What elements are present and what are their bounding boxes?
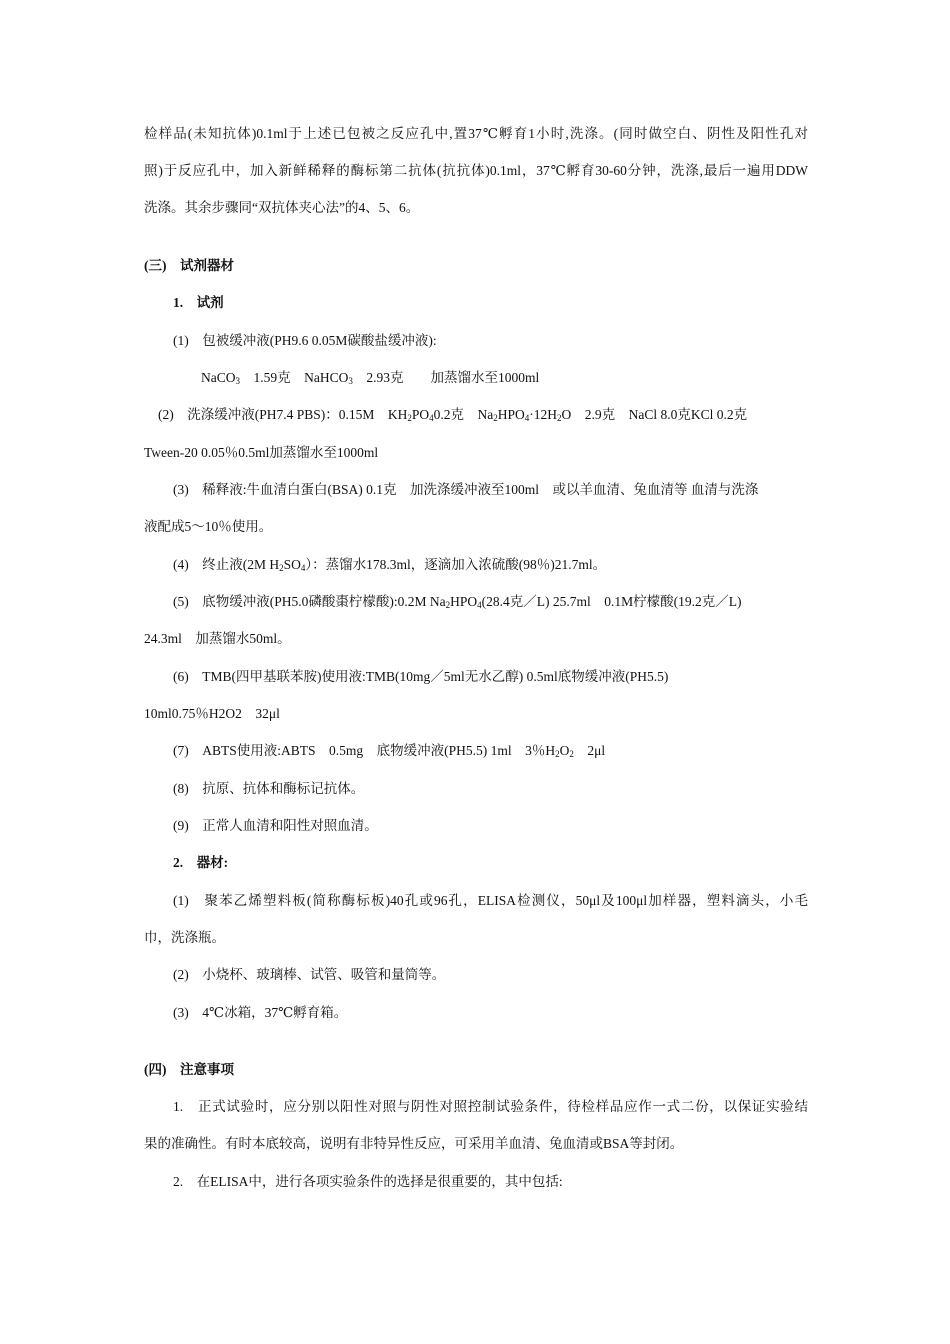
reagent-item-2-line-2: Tween-20 0.05％0.5ml加蒸馏水至1000ml (144, 445, 379, 460)
reagent-item-6-line-2: 10ml0.75％H2O2 32μl (144, 706, 280, 721)
reagent-item-9: (9) 正常人血清和阳性对照血清。 (173, 818, 378, 833)
reagent-item-2: (2) 洗涤缓冲液(PH7.4 PBS)：0.15M $KH_2PO_40.2$克 $Na_2HPO_4\cdot 12H_2O$ 2.9克 NaCl 8.0克KCl 0.2克 (158, 407, 748, 423)
intro-line-3: 洗涤。其余步骤同“双抗体夹心法”的4、5、6。 (144, 200, 420, 215)
reagent-item-3-line-2: 液配成5～10％使用。 (144, 519, 273, 534)
equipment-item-1-line-2: 巾，洗涤瓶。 (144, 930, 225, 945)
section4-heading: (四) 注意事项 (144, 1062, 234, 1077)
reagent-item-6: (6) TMB(四甲基联苯胺)使用液:TMB(10mg／5ml无水乙醇) 0.5ml底物缓冲液(PH5.5) (173, 669, 669, 684)
note-1: 1. 正式试验时，应分别以阳性对照与阴性对照控制试验条件，待检样品应作一式二份，以保证实验结 (173, 1099, 808, 1114)
reagent-item-7: (7) ABTS使用液:ABTS 0.5mg 底物缓冲液(PH5.5) 1ml 3％$H_2O_2$ 2μl (173, 743, 606, 759)
reagent-item-3: (3) 稀释液:牛血清白蛋白(BSA) 0.1克 加洗涤缓冲液至100ml 或以羊血清、兔血清等 血清与洗涤 (173, 482, 759, 497)
intro-line-2: 照)于反应孔中，加入新鲜稀释的酶标第二抗体(抗抗体)0.1ml，37℃孵育30-60分钟，洗涤,最后一遍用DDW (144, 163, 808, 178)
reagent-item-1-formula: NaCO$_3$ 1.59克 NaHCO$_3$ 2.93克 加蒸馏水至1000ml (201, 370, 540, 386)
reagent-item-4: (4) 终止液(2M $H_2SO_4$）：蒸馏水178.3ml，逐滴加入浓硫酸(98％)21.7ml。 (173, 557, 607, 573)
equipment-item-1: (1) 聚苯乙烯塑料板(简称酶标板)40孔或96孔，ELISA检测仪，50μl及100μl加样器，塑料滴头，小毛 (173, 893, 808, 908)
reagent-item-5-line-2: 24.3ml 加蒸馏水50ml。 (144, 631, 291, 646)
equipment-item-2: (2) 小烧杯、玻璃棒、试管、吸管和量筒等。 (173, 967, 446, 982)
intro-line-1: 检样品(未知抗体)0.1ml于上述已包被之反应孔中,置37℃孵育1小时,洗涤。(同时做空白、阴性及阳性孔对 (144, 126, 808, 141)
reagents-subheading: 1. 试剂 (173, 295, 224, 310)
note-2: 2. 在ELISA中，进行各项实验条件的选择是很重要的，其中包括: (173, 1174, 563, 1189)
equipment-subheading: 2. 器材: (173, 855, 229, 870)
note-1-line-2: 果的准确性。有时本底较高，说明有非特异性反应，可采用羊血清、兔血清或BSA等封闭。 (144, 1136, 684, 1151)
reagent-item-1: (1) 包被缓冲液(PH9.6 0.05M碳酸盐缓冲液): (173, 333, 437, 348)
reagent-item-8: (8) 抗原、抗体和酶标记抗体。 (173, 781, 365, 796)
reagent-item-5: (5) 底物缓冲液(PH5.0磷酸棗柠檬酸):0.2M $Na_2HPO_4(28.4$克／L) 25.7ml 0.1M柠檬酸(19.2克／L) (173, 594, 742, 610)
section3-heading: (三) 试剂器材 (144, 258, 234, 273)
equipment-item-3: (3) 4℃冰箱，37℃孵育箱。 (173, 1005, 348, 1020)
